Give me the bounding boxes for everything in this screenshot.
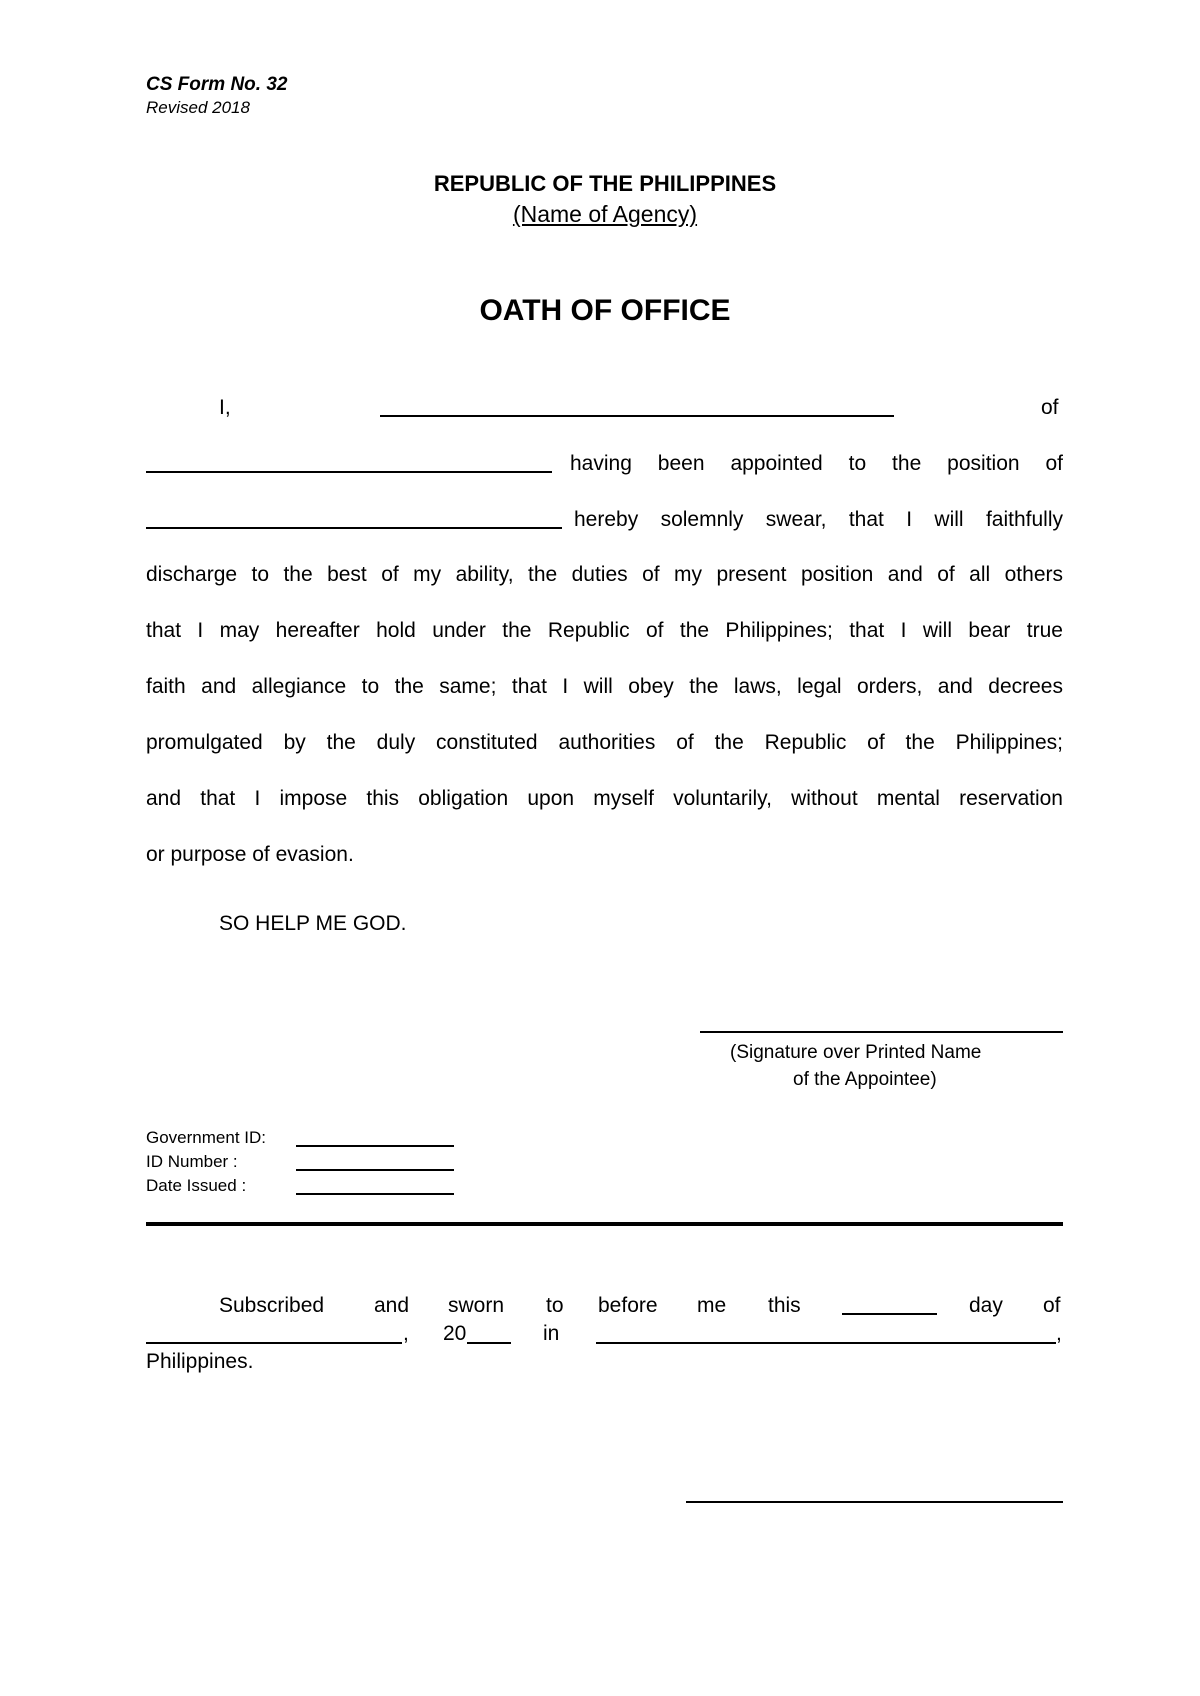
form-number: CS Form No. 32: [146, 74, 288, 95]
jurat-comma: ,: [1056, 1322, 1062, 1345]
jurat-year-field[interactable]: [467, 1342, 511, 1344]
jurat-month-field[interactable]: [146, 1342, 402, 1344]
residence-field[interactable]: [146, 471, 552, 473]
date-issued-field[interactable]: [296, 1193, 454, 1195]
oath-line-6: faith and allegiance to the same; that I will obey the laws, legal orders, and decrees: [146, 675, 1063, 698]
signature-caption-line-2: of the Appointee): [793, 1069, 937, 1090]
id-number-label: ID Number :: [146, 1152, 238, 1171]
signature-caption-line-1: (Signature over Printed Name: [730, 1042, 982, 1063]
oath-line-2: having been appointed to the position of: [570, 452, 1063, 475]
appointee-signature-line[interactable]: [700, 1031, 1063, 1033]
jurat-word: this: [768, 1294, 801, 1317]
appointee-name-field[interactable]: [380, 415, 894, 417]
jurat-word: sworn: [448, 1294, 505, 1317]
jurat-word: of: [1043, 1294, 1061, 1317]
jurat-word: me: [697, 1294, 727, 1317]
oath-line-5: that I may hereafter hold under the Republic of the Philippines; that I will bear true: [146, 619, 1063, 642]
oath-pronoun: I,: [219, 396, 231, 419]
oath-closing: SO HELP ME GOD.: [219, 912, 407, 935]
jurat-country: Philippines.: [146, 1350, 254, 1373]
jurat-word: to: [546, 1294, 564, 1317]
jurat-year-prefix: 20: [443, 1322, 467, 1345]
jurat-word: and: [374, 1294, 410, 1317]
oath-line-8: and that I impose this obligation upon myself voluntarily, without mental reservation: [146, 787, 1063, 810]
jurat-comma: ,: [403, 1322, 409, 1345]
oath-line-7: promulgated by the duly constituted authorities of the Republic of the Philippines;: [146, 731, 1063, 754]
republic-heading: REPUBLIC OF THE PHILIPPINES: [433, 171, 777, 196]
page-title: OATH OF OFFICE: [479, 294, 731, 327]
section-divider: [146, 1222, 1063, 1226]
id-number-field[interactable]: [296, 1169, 454, 1171]
jurat-place-field[interactable]: [596, 1342, 1056, 1344]
oath-line-9: or purpose of evasion.: [146, 843, 354, 866]
revision-date: Revised 2018: [146, 98, 250, 117]
oath-line-3: hereby solemnly swear, that I will faithfully: [574, 508, 1063, 531]
agency-name-placeholder: (Name of Agency): [512, 201, 698, 227]
jurat-in-word: in: [543, 1322, 560, 1345]
oath-line-4: discharge to the best of my ability, the duties of my present position and of all others: [146, 563, 1063, 586]
government-id-field[interactable]: [296, 1145, 454, 1147]
officer-signature-line[interactable]: [686, 1501, 1063, 1503]
oath-of-word: of: [1041, 396, 1059, 419]
jurat-word: day: [969, 1294, 1003, 1317]
date-issued-label: Date Issued :: [146, 1176, 247, 1195]
jurat-word: Subscribed: [219, 1294, 325, 1317]
jurat-day-field[interactable]: [842, 1313, 937, 1315]
jurat-word: before: [598, 1294, 658, 1317]
position-field[interactable]: [146, 527, 562, 529]
government-id-label: Government ID:: [146, 1128, 266, 1147]
